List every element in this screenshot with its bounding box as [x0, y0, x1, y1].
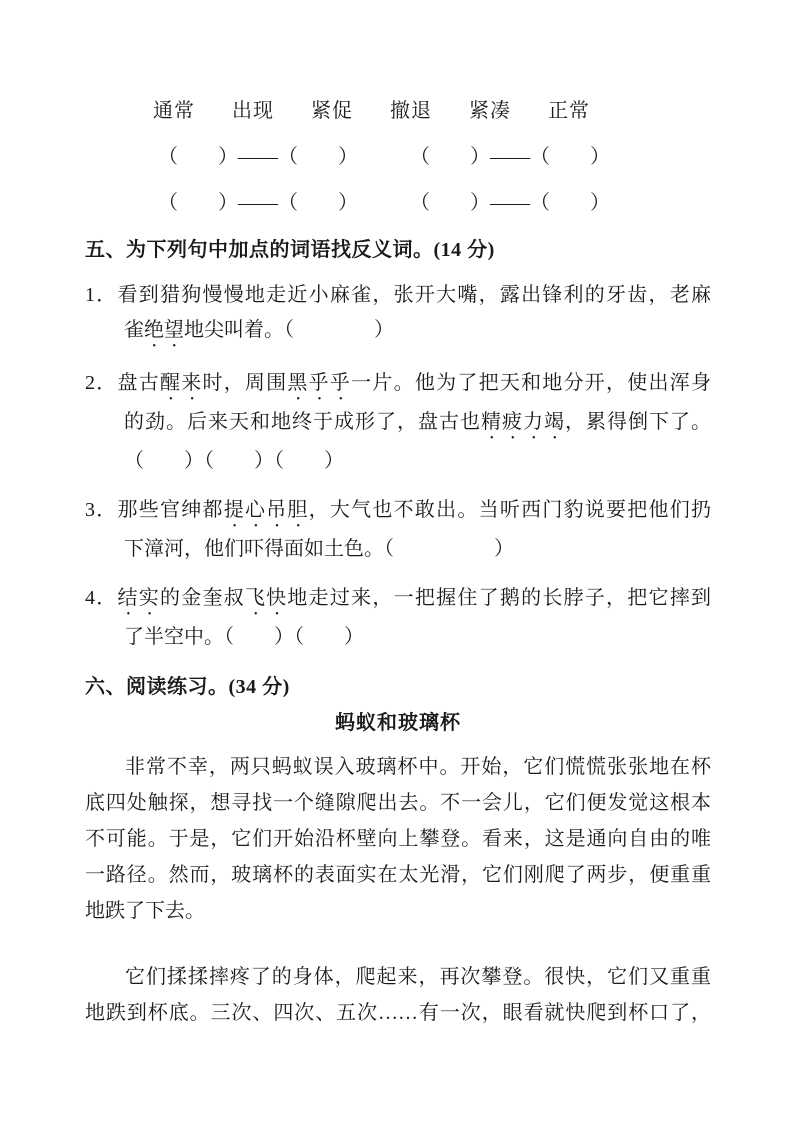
word-bank-word-6: 正常 — [548, 100, 590, 122]
word-bank — [153, 98, 711, 124]
text-line — [85, 278, 712, 313]
passage-paragraph-1 — [85, 749, 711, 929]
emphasized-word: 飞快 — [244, 587, 288, 609]
section-six-heading: 六、阅读练习。(34 分) — [85, 676, 290, 698]
word-bank-word-3: 紧促 — [311, 100, 353, 122]
word-bank-word-2: 出现 — [232, 100, 274, 122]
text-line — [124, 532, 711, 567]
word-bank-word-4: 撤退 — [390, 100, 432, 122]
passage-line: 一路径。然而，玻璃杯的表面实在太光滑，它们刚爬了两步，便重重 — [85, 864, 711, 886]
word-bank-word-5: 紧凑 — [469, 100, 511, 122]
text-segment: 雀 — [124, 319, 144, 341]
passage-paragraph-2 — [85, 959, 711, 1031]
passage-line: 底四处触探，想寻找一个缝隙爬出去。不一会儿，它们便发觉这根本 — [85, 792, 711, 814]
item-text — [117, 372, 711, 394]
question-item-2 — [85, 366, 711, 479]
text-segment: ，累得倒下了。 — [565, 411, 711, 433]
emphasized-word: 提心吊胆 — [223, 499, 309, 521]
item-text — [117, 499, 711, 521]
passage-line: 地跌了下去。 — [85, 900, 205, 922]
text-line — [124, 313, 711, 352]
answer-blank-pair: （ ）——（ ） — [158, 192, 358, 214]
question-item-3 — [85, 493, 711, 567]
answer-blank-pair: （ ）——（ ） — [410, 192, 610, 214]
item-text — [117, 284, 711, 306]
word-bank-word-1: 通常 — [153, 100, 195, 122]
text-segment: 的金奎叔 — [159, 587, 245, 609]
passage-line: 不可能。于是，它们开始沿杯壁向上攀登。看来，这是通向自由的唯 — [85, 828, 711, 850]
answer-blank-pair: （ ）——（ ） — [410, 146, 610, 168]
emphasized-word: 精疲力竭 — [481, 411, 565, 433]
passage-line: 它们揉揉摔疼了的身体，爬起来，再次攀登。很快，它们又重重 — [125, 966, 711, 988]
emphasized-word: 醒来 — [159, 372, 203, 394]
text-line — [124, 405, 711, 444]
text-segment: 时，周围 — [202, 372, 288, 394]
passage-title: 蚂蚁和玻璃杯 — [335, 712, 461, 734]
emphasized-word: 黑乎乎 — [287, 372, 352, 394]
answer-pair-row-1 — [158, 144, 711, 170]
text-segment: 看到猎狗慢慢地走近小麻雀，张开大嘴，露出锋利的牙齿，老麻 — [117, 284, 712, 306]
text-line — [85, 581, 712, 620]
item-number: 1． — [85, 284, 118, 306]
answer-blank-pair: （ ）——（ ） — [158, 146, 358, 168]
text-segment: 一片。他为了把天和地分开，使出浑身 — [351, 372, 712, 394]
text-segment: 地尖叫着。（ ） — [184, 319, 394, 341]
question-item-1 — [85, 278, 711, 352]
section-five-heading: 五、为下列句中加点的词语找反义词。(14 分) — [85, 239, 495, 261]
emphasized-word: 绝望 — [144, 319, 184, 341]
passage-line: 非常不幸，两只蚂蚁误入玻璃杯中。开始，它们慌慌张张地在杯 — [125, 756, 711, 778]
answer-blanks-line — [124, 444, 711, 479]
text-segment: ，大气也不敢出。当听西门豹说要把他们扔 — [308, 499, 712, 521]
question-item-4 — [85, 581, 711, 655]
text-segment: 地走过来，一把握住了鹅的长脖子，把它摔到 — [287, 587, 712, 609]
text-segment: （ ）（ ）（ ） — [124, 450, 344, 472]
item-number: 4． — [85, 587, 118, 609]
emphasized-word: 结实 — [117, 587, 160, 609]
text-segment: 了半空中。（ ）（ ） — [124, 626, 364, 648]
answer-pair-row-2 — [158, 190, 711, 216]
text-segment: 的劲。后来天和地终于成形了，盘古也 — [124, 411, 481, 433]
text-line — [124, 620, 711, 655]
text-line — [85, 493, 712, 532]
text-segment: 下漳河，他们吓得面如土色。（ ） — [124, 538, 514, 560]
text-segment: 那些官绅都 — [117, 499, 224, 521]
text-segment: 盘古 — [117, 372, 160, 394]
item-number: 3． — [85, 499, 118, 521]
passage-line: 地跌到杯底。三次、四次、五次……有一次，眼看就快爬到杯口了， — [85, 1002, 711, 1024]
text-line — [85, 366, 712, 405]
item-text — [117, 587, 711, 609]
item-number: 2． — [85, 372, 118, 394]
